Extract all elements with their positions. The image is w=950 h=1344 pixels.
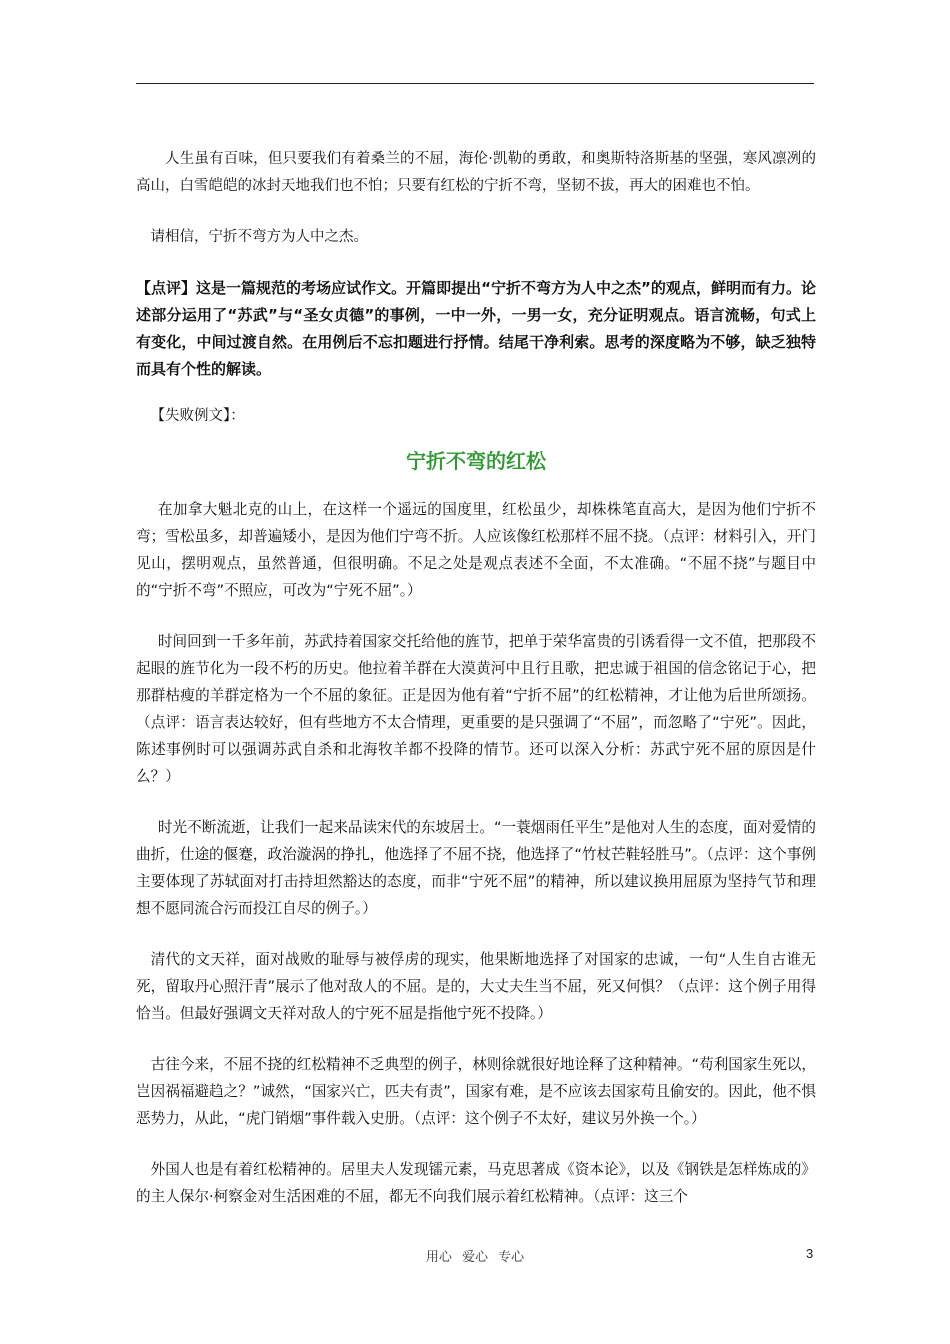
page-number: 3 [806,1246,814,1261]
essay-title: 宁折不弯的红松 [406,449,546,473]
conclusion-sentence: 请相信，宁折不弯方为人中之杰。 [150,229,368,245]
essay-paragraph: 在加拿大魁北克的山上，在这样一个遥远的国度里，红松虽少，却株株笔直高大，是因为他们宁折不弯；雪松虽多，却普遍矮小，是因为他们宁弯不折。人应该像红松那样不屈不挠。（点评：材料引入，开门见山，摆明观点，虽然普通，但很明确。不足之处是观点表述不全面，不太准确。“不屈不挠”与题目中的“宁折不弯”不照应，可改为“宁死不屈”。） [136,501,816,599]
intro-paragraph: 人生虽有百味，但只要我们有着桑兰的不屈，海伦·凯勒的勇敢，和奥斯特洛斯基的坚强，寒风凛冽的高山，白雪皑皑的冰封天地我们也不怕；只要有红松的宁折不弯，坚韧不拔，再大的困难也不怕。 [136,151,816,194]
essay-paragraph: 外国人也是有着红松精神的。居里夫人发现镭元素，马克思著成《资本论》，以及《钢铁是怎样炼成的》的主人保尔·柯察金对生活困难的不屈，都无不向我们展示着红松精神。（点评：这三个 [136,1161,816,1205]
essay-paragraph: 古往今来，不屈不挠的红松精神不乏典型的例子，林则徐就很好地诠释了这种精神。“苟利国家生死以，岂因祸福避趋之？”诚然，“国家兴亡，匹夫有责”，国家有难，是不应该去国家苟且偷安的。因此，他不惧恶势力，从此，“虎门销烟”事件载入史册。（点评：这个例子不太好，建议另外换一个。） [136,1056,816,1127]
review-comment: 【点评】这是一篇规范的考场应试作文。开篇即提出“宁折不弯方为人中之杰”的观点，鲜明而有力。论述部分运用了“苏武”与“圣女贞德”的事例，一中一外，一男一女，充分证明观点。语言流畅，句式上有变化，中间过渡自然。在用例后不忘扣题进行抒情。结尾干净利索。思考的深度略为不够，缺乏独特而具有个性的解读。 [136,279,816,378]
essay-paragraph: 时间回到一千多年前，苏武持着国家交托给他的旌节，把单于荣华富贵的引诱看得一文不值，把那段不起眼的旌节化为一段不朽的历史。他拉着羊群在大漠黄河中且行且歌，把忠诚于祖国的信念铭记于心，把那群枯瘦的羊群定格为一个不屈的象征。正是因为他有着“宁折不屈”的红松精神，才让他为后世所颂扬。（点评：语言表达较好，但有些地方不太合情理，更重要的是只强调了“不屈”，而忽略了“宁死”。因此，陈述事例时可以强调苏武自杀和北海牧羊都不投降的情节。还可以深入分析：苏武宁死不屈的原因是什么？） [136,633,816,785]
page-footer [0,1246,950,1266]
essay-paragraph: 清代的文天祥，面对战败的耻辱与被俘虏的现实，他果断地选择了对国家的忠诚，一句“人生自古谁无死，留取丹心照汗青”展示了他对敌人的不屈。是的，大丈夫生当不屈，死又何惧？（点评：这个例子用得恰当。但最好强调文天祥对敌人的宁死不屈是指他宁死不投降。） [136,951,816,1022]
document-body [136,146,816,1234]
failed-example-label: 【失败例文】： [150,408,245,424]
header-rule [136,83,814,84]
footer-slogan: 用心 爱心 专心 [425,1250,525,1265]
essay-paragraph: 时光不断流逝，让我们一起来品读宋代的东坡居士。“一蓑烟雨任平生”是他对人生的态度，面对爱情的曲折，仕途的偃蹇，政治漩涡的挣扎，他选择了不屈不挠，他选择了“竹杖芒鞋轻胜马”。（点评：这个事例主要体现了苏轼面对打击持坦然豁达的态度，而非“宁死不屈”的精神，所以建议换用屈原为坚持气节和理想不愿同流合污而投江自尽的例子。） [136,819,816,917]
